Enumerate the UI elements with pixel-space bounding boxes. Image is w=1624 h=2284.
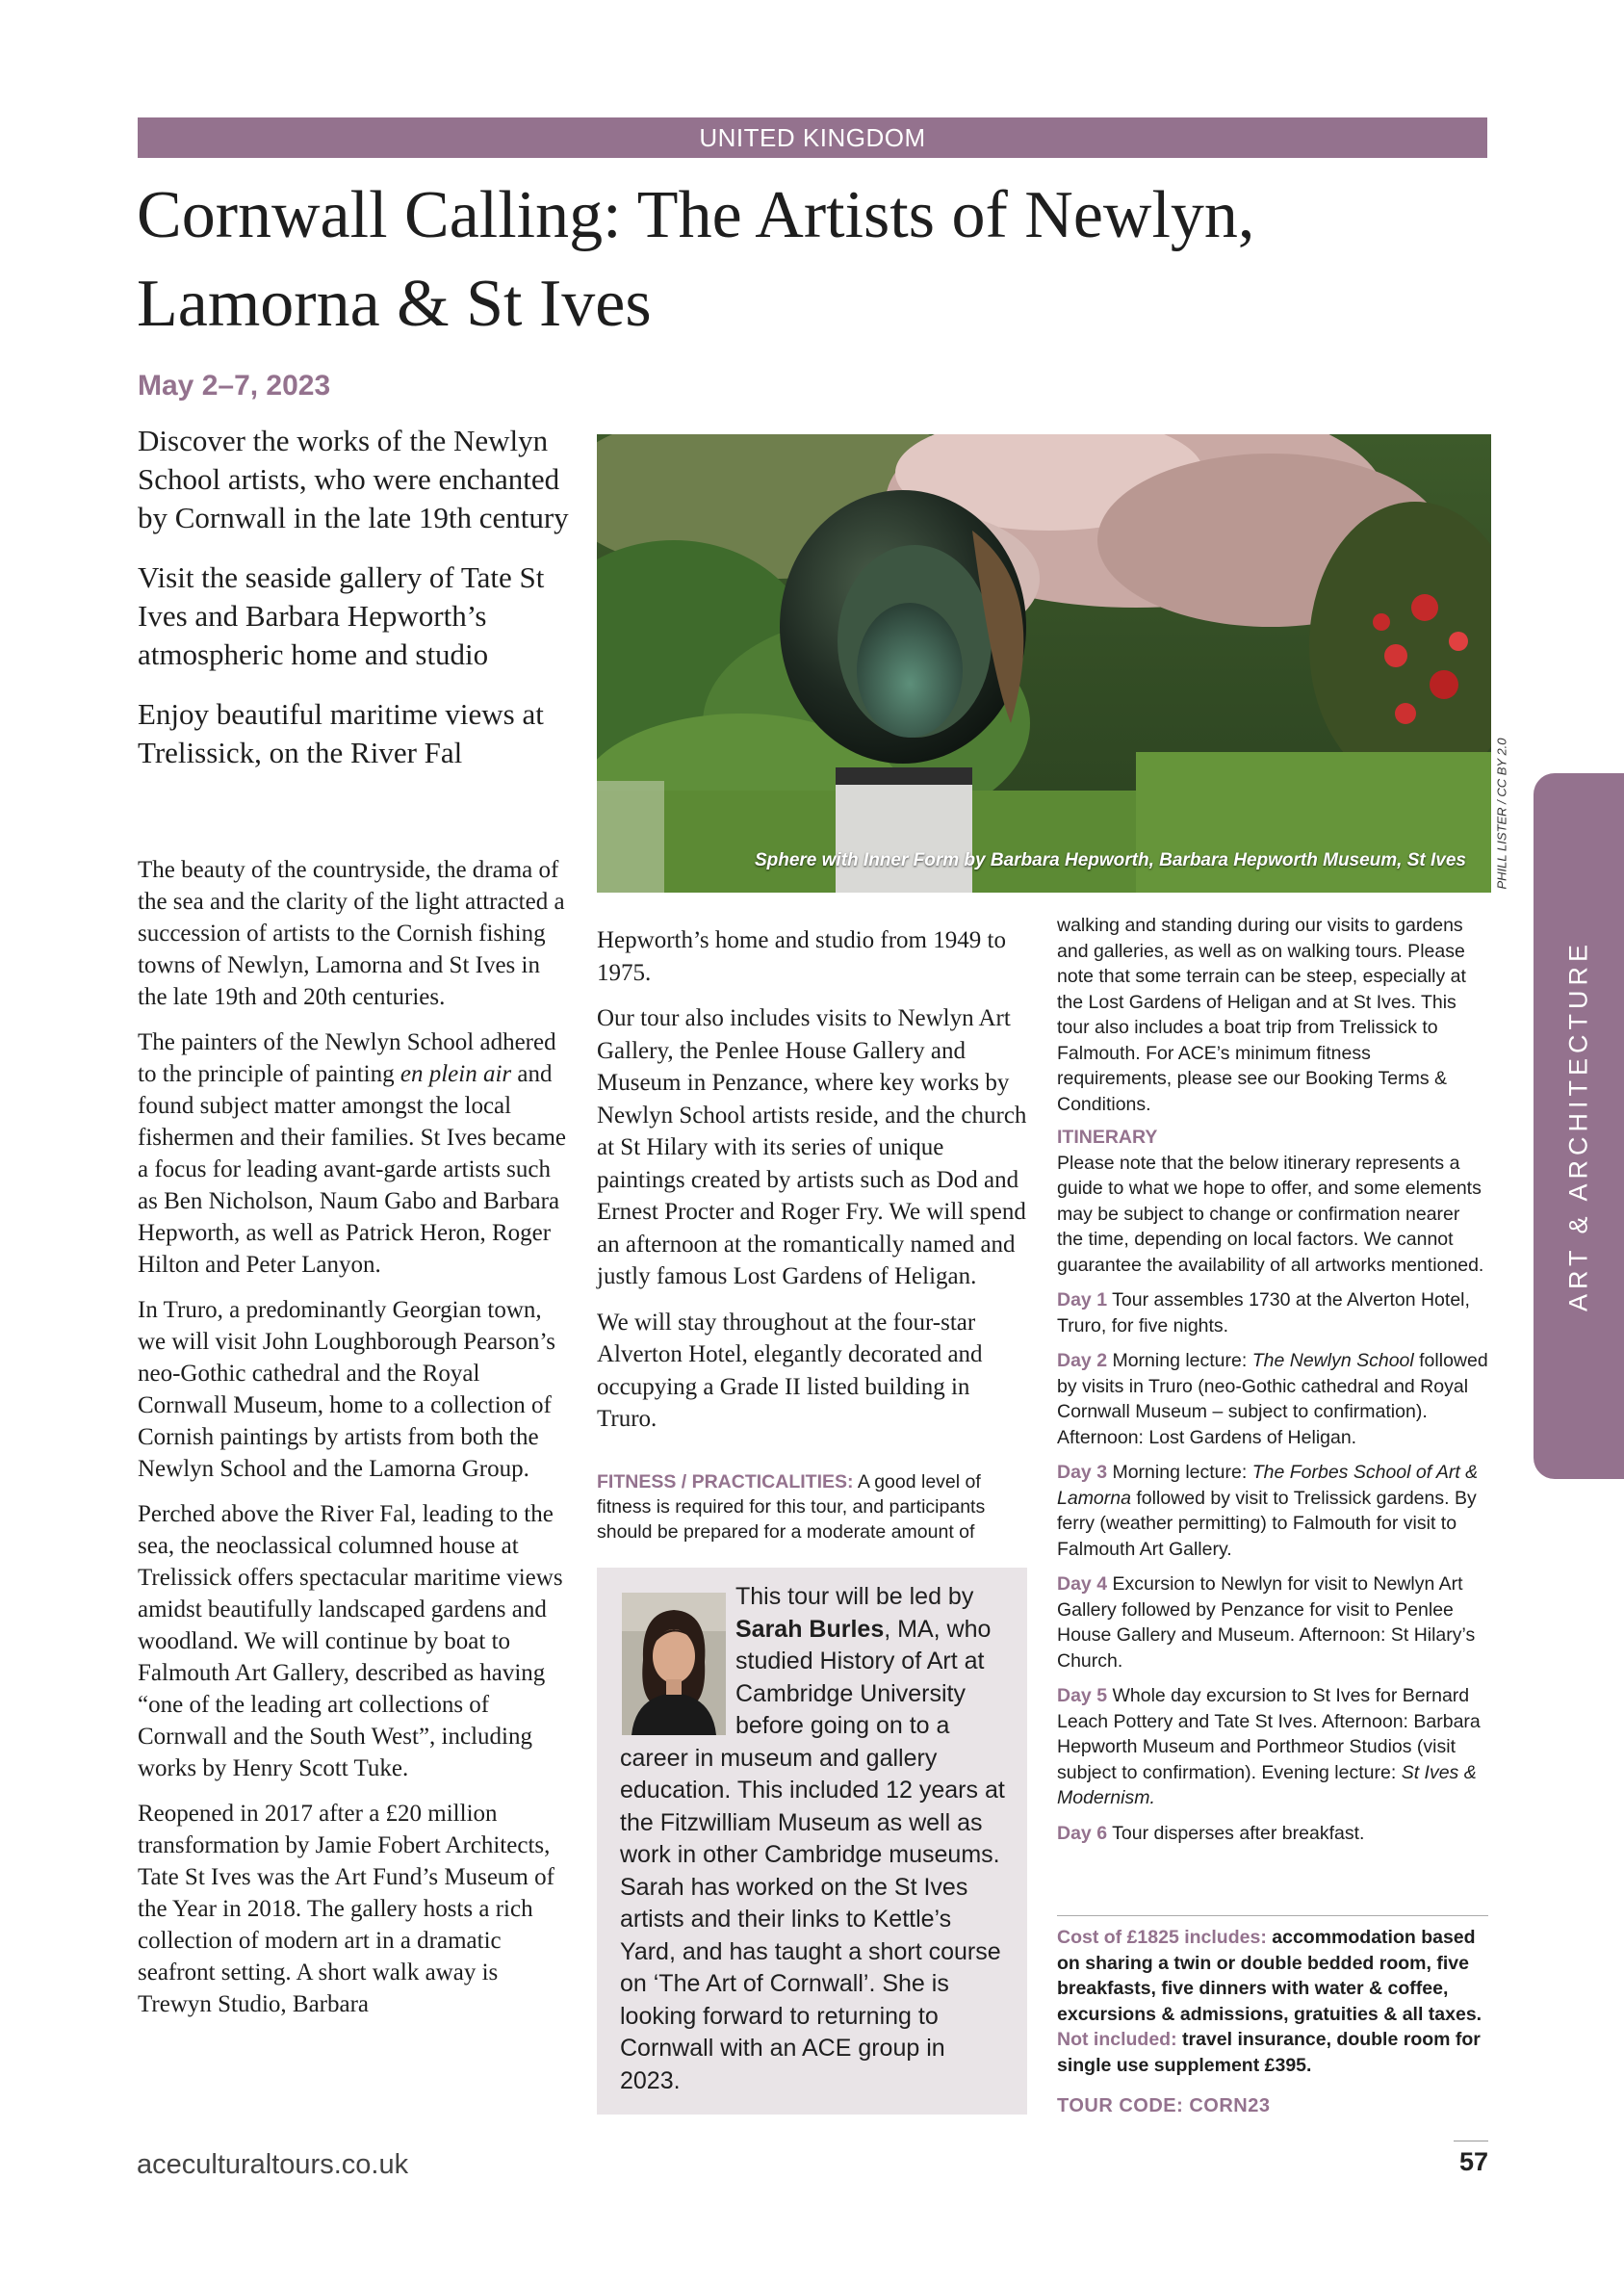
photo-credit-text: PHILL LISTER / CC BY 2.0 <box>1494 738 1509 890</box>
emphasis: en plein air <box>400 1061 512 1087</box>
cost-section <box>1057 1925 1488 2078</box>
day-label: Day 5 <box>1057 1685 1108 1706</box>
photo-credit <box>1490 732 1513 895</box>
sculpture-garden-image <box>597 434 1491 893</box>
day-label: Day 6 <box>1057 1822 1108 1844</box>
itinerary-note: Please note that the below itinerary represents a guide to what we hope to offer, and some elements may be subject to change or confirmation nearer the time, depending on local factors. We cannot guarantee the availability of all artworks mentioned. <box>1057 1152 1484 1276</box>
not-included-label: Not included: <box>1057 2029 1177 2050</box>
photo-caption: Sphere with Inner Form by Barbara Hepworth, Barbara Hepworth Museum, St Ives <box>754 850 1466 870</box>
not-included-text: travel insurance, double room for single use supplement £395. <box>1057 2029 1481 2076</box>
category-banner <box>138 117 1487 158</box>
day-text: Tour disperses after breakfast. <box>1112 1822 1365 1844</box>
paragraph: Reopened in 2017 after a £20 million transformation by Jamie Fobert Architects, Tate St Ives was the Art Fund’s Museum of the Year in 2018. The gallery hosts a rich collection of modern art in a dramatic seafront setting. A short walk away is Trewyn Studio, Barbara <box>138 1801 554 2017</box>
tour-dates: May 2–7, 2023 <box>138 370 331 402</box>
day-text: Tour assembles 1730 at the Alverton Hotel, Truro, for five nights. <box>1057 1289 1470 1337</box>
day-pre: Morning lecture: <box>1112 1462 1248 1483</box>
section-side-tab <box>1534 773 1624 1479</box>
day-pre: Morning lecture: <box>1112 1350 1248 1371</box>
day-text: followed by visits in Truro (neo-Gothic cathedral and Royal Cornwall Museum – subject to confirmation). Afternoon: Lost Gardens of Heligan. <box>1057 1350 1488 1448</box>
day-text: followed by visit to Trelissick gardens. By ferry (weather permitting) to Falmouth for visit to Falmouth Art Gallery. <box>1057 1487 1477 1560</box>
day-label: Day 1 <box>1057 1289 1108 1311</box>
tour-code: TOUR CODE: CORN23 <box>1057 2095 1271 2116</box>
leader-bio-text: , MA, who studied History of Art at Cambridge University before going on to a career in museum and gallery education. This included 12 years at the Fitzwilliam Museum as well as work in other Cambridge museums. Sarah has worked on the St Ives artists and their links to Kettle’s Yard, and has taught a short course on ‘The Art of Cornwall’. She is looking forward to returning to Cornwall with an ACE group in 2023. <box>620 1615 1005 2094</box>
itinerary-heading: ITINERARY <box>1057 1127 1158 1148</box>
itinerary-day-1 <box>1057 1287 1488 1338</box>
itinerary-day-4 <box>1057 1571 1488 1674</box>
divider <box>1057 1915 1488 1916</box>
paragraph: Perched above the River Fal, leading to the sea, the neoclassical columned house at Trelissick offers spectacular maritime views amidst beautifully landscaped gardens and woodland. We will continue by boat to Falmouth Art Gallery, described as having “one of the leading art collections of Cornwall and the South West”, including works by Henry Scott Tuke. <box>138 1501 563 1781</box>
day-text: Excursion to Newlyn for visit to Newlyn Art Gallery followed by Penzance for visit to Penlee House Gallery and Museum. Afternoon: St Hilary’s Church. <box>1057 1573 1476 1672</box>
footer-website[interactable]: aceculturaltours.co.uk <box>137 2149 409 2180</box>
itinerary-day-6 <box>1057 1821 1488 1847</box>
lecture-title: The Newlyn School <box>1251 1350 1414 1371</box>
section-tab-label: ART & ARCHITECTURE <box>1563 939 1593 1312</box>
paragraph: We will stay throughout at the four-star Alverton Hotel, elegantly decorated and occupying a Grade II listed building in Truro. <box>597 1309 983 1432</box>
itinerary-day-3 <box>1057 1460 1488 1562</box>
intro-highlights <box>138 422 585 793</box>
day-text: Whole day excursion to St Ives for Bernard Leach Pottery and Tate St Ives. Afternoon: Barbara Hepworth Museum and Porthmeor Studios (visit subject to confirmation). Evening lecture: <box>1057 1685 1481 1783</box>
text: The painters of the Newlyn School adhered to the principle of painting <box>138 1029 556 1087</box>
paragraph <box>138 1026 573 1281</box>
fitness-section <box>597 1469 1030 1544</box>
body-column-3 <box>1057 913 1488 1859</box>
tour-leader-box <box>597 1568 1027 2115</box>
paragraph: Our tour also includes visits to Newlyn Art Gallery, the Penlee House Gallery and Museum in Penzance, where key works by Newlyn School artists reside, and the church at St Hilary with its series of unique paintings created by artists such as Dod and Ernest Procter and Roger Fry. We will spend an afternoon at the romantically named and justly famous Lost Gardens of Heligan. <box>597 1005 1027 1289</box>
hero-photo <box>597 434 1491 893</box>
paragraph: In Truro, a predominantly Georgian town, we will visit John Loughborough Pearson’s neo-Gothic cathedral and the Royal Cornwall Museum, home to a collection of Cornish paintings by artists from both the Newlyn School and the Lamorna Group. <box>138 1297 556 1482</box>
paragraph: The beauty of the countryside, the drama of the sea and the clarity of the light attracted a succession of artists to the Cornish fishing towns of Newlyn, Lamorna and St Ives in the late 19th and 20th centuries. <box>138 857 565 1010</box>
highlight-1: Discover the works of the Newlyn School artists, who were enchanted by Cornwall in the late 19th century <box>138 424 569 534</box>
itinerary-day-5 <box>1057 1683 1488 1811</box>
category-label: UNITED KINGDOM <box>699 122 926 152</box>
day-label: Day 4 <box>1057 1573 1108 1595</box>
fitness-text: A good level of fitness is required for this tour, and participants should be prepared for a moderate amount of <box>597 1471 986 1543</box>
page-title <box>137 171 1388 349</box>
body-column-2 <box>597 924 1030 1449</box>
highlight-2: Visit the seaside gallery of Tate St Ives and Barbara Hepworth’s atmospheric home and studio <box>138 560 545 671</box>
leader-bio <box>620 1581 1005 2097</box>
page-number: 57 <box>1458 2147 1488 2176</box>
cost-label: Cost of £1825 includes: <box>1057 1927 1267 1948</box>
lecture-title: St Ives & Modernism. <box>1057 1761 1477 1808</box>
cost-text: accommodation based on sharing a twin or double bedded room, five breakfasts, five dinners with water & coffee, excursions & admissions, gratuities & all taxes. <box>1057 1927 1482 2025</box>
title-line-1: Cornwall Calling: The Artists of Newlyn, <box>137 178 1255 252</box>
day-label: Day 3 <box>1057 1462 1108 1483</box>
title-line-2: Lamorna & St Ives <box>137 267 652 341</box>
text: and found subject matter amongst the local fishermen and their families. St Ives became a focus for leading avant-garde artists such as Ben Nicholson, Naum Gabo and Barbara Hepworth, as well as Patrick Heron, Roger Hilton and Peter Lanyon. <box>138 1061 566 1278</box>
leader-intro: This tour will be led by <box>735 1583 974 1610</box>
paragraph: Hepworth’s home and studio from 1949 to 1975. <box>597 927 1006 986</box>
body-column-1 <box>138 854 573 2034</box>
highlight-3: Enjoy beautiful maritime views at Trelissick, on the River Fal <box>138 697 544 769</box>
itinerary-day-2 <box>1057 1348 1488 1450</box>
lecture-title: The Forbes School of Art & Lamorna <box>1057 1462 1479 1509</box>
leader-name: Sarah Burles <box>735 1615 885 1643</box>
fitness-continued: walking and standing during our visits to gardens and galleries, as well as on walking tours. Please note that some terrain can be steep, especially at the Lost Gardens of Heligan and at St Ives. This tour also includes a boat trip from Trelissick to Falmouth. For ACE’s minimum fitness requirements, please see our Booking Terms & Conditions. <box>1057 915 1466 1115</box>
fitness-label: FITNESS / PRACTICALITIES: <box>597 1471 854 1492</box>
day-label: Day 2 <box>1057 1350 1108 1371</box>
